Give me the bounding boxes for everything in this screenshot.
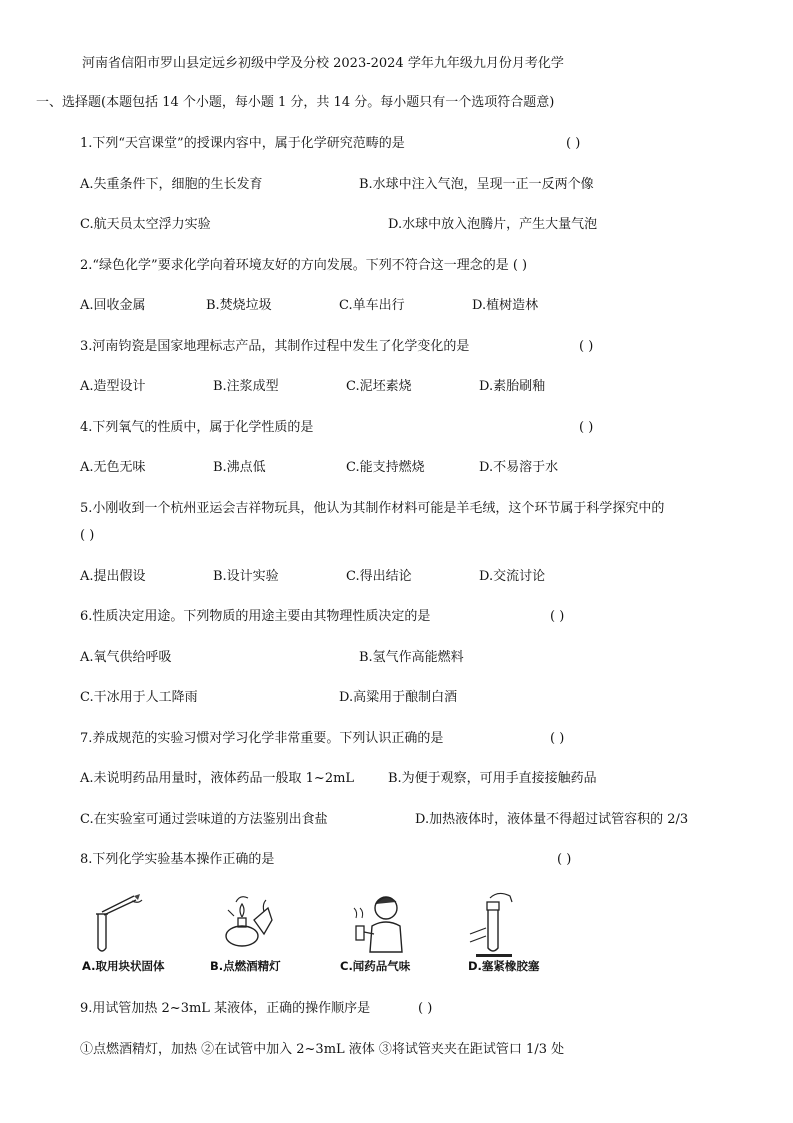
- q9-steps: ①点燃酒精灯，加热 ②在试管中加入 2~3mL 液体 ③将试管夹夹在距试管口 1/3 处: [80, 1042, 565, 1057]
- q8-stem: 8.下列化学实验基本操作正确的是: [80, 852, 275, 867]
- q6-option-d: D.高粱用于酿制白酒: [339, 690, 458, 705]
- q3-answer-paren: ( ): [579, 339, 594, 354]
- section-heading: 一、选择题(本题包括 14 个小题，每小题 1 分，共 14 分。每小题只有一个选项符合题意): [36, 95, 555, 110]
- q5-option-a: A.提出假设: [80, 569, 146, 584]
- q3-option-d: D.素胎刷釉: [479, 379, 546, 394]
- q4-option-d: D.不易溶于水: [479, 460, 559, 475]
- q1-option-b: B.水球中注入气泡，呈现一正一反两个像: [359, 177, 594, 192]
- q9-answer-paren: ( ): [418, 1001, 433, 1016]
- q4-option-a: A.无色无味: [80, 460, 146, 475]
- q3-option-c: C.泥坯素烧: [346, 379, 412, 394]
- q2-option-b: B.焚烧垃圾: [206, 298, 272, 313]
- figure-a-caption: A.取用块状固体: [82, 959, 165, 973]
- q5-option-d: D.交流讨论: [479, 569, 546, 584]
- figure-b-caption: B.点燃酒精灯: [210, 959, 281, 973]
- q3-option-b: B.注浆成型: [213, 379, 279, 394]
- q3-stem: 3.河南钧瓷是国家地理标志产品，其制作过程中发生了化学变化的是: [80, 339, 470, 354]
- q4-option-b: B.沸点低: [213, 460, 266, 475]
- alcohol-lamp-icon: [210, 890, 330, 960]
- q5-answer-paren: ( ): [80, 528, 95, 543]
- q5-option-c: C.得出结论: [346, 569, 412, 584]
- test-tube-stopper-icon: [468, 890, 588, 960]
- q1-stem: 1.下列“天宫课堂”的授课内容中，属于化学研究范畴的是: [80, 136, 405, 151]
- q5-option-b: B.设计实验: [213, 569, 279, 584]
- q7-option-a: A.未说明药品用量时，液体药品一般取 1~2mL: [80, 771, 355, 786]
- q6-option-a: A.氧气供给呼吸: [80, 650, 172, 665]
- q6-option-b: B.氢气作高能燃料: [359, 650, 464, 665]
- q7-stem: 7.养成规范的实验习惯对学习化学非常重要。下列认识正确的是: [80, 731, 444, 746]
- q6-option-c: C.干冰用于人工降雨: [80, 690, 198, 705]
- q4-option-c: C.能支持燃烧: [346, 460, 425, 475]
- test-tube-tweezers-icon: [82, 890, 202, 960]
- q1-option-c: C.航天员太空浮力实验: [80, 217, 211, 232]
- q4-stem: 4.下列氧气的性质中，属于化学性质的是: [80, 420, 314, 435]
- q2-option-c: C.单车出行: [339, 298, 405, 313]
- q4-answer-paren: ( ): [579, 420, 594, 435]
- q2-option-a: A.回收金属: [80, 298, 146, 313]
- q7-option-d: D.加热液体时，液体量不得超过试管容积的 2/3: [415, 812, 689, 827]
- q7-option-c: C.在实验室可通过尝味道的方法鉴别出食盐: [80, 812, 328, 827]
- q3-option-a: A.造型设计: [80, 379, 146, 394]
- q1-option-d: D.水球中放入泡腾片，产生大量气泡: [388, 217, 598, 232]
- q5-stem: 5.小刚收到一个杭州亚运会吉祥物玩具，他认为其制作材料可能是羊毛绒，这个环节属于科学探究中的: [80, 501, 665, 516]
- page-title: 河南省信阳市罗山县定远乡初级中学及分校 2023-2024 学年九年级九月份月考化学: [82, 56, 564, 71]
- q6-answer-paren: ( ): [550, 609, 565, 624]
- q6-stem: 6.性质决定用途。下列物质的用途主要由其物理性质决定的是: [80, 609, 431, 624]
- figure-c-caption: C.闻药品气味: [340, 959, 411, 973]
- q2-stem: 2.“绿色化学”要求化学向着环境友好的方向发展。下列不符合这一理念的是 ( ): [80, 258, 528, 273]
- q9-stem: 9.用试管加热 2~3mL 某液体，正确的操作顺序是: [80, 1001, 371, 1016]
- q1-answer-paren: ( ): [566, 136, 581, 151]
- q7-answer-paren: ( ): [550, 731, 565, 746]
- q1-option-a: A.失重条件下，细胞的生长发育: [80, 177, 263, 192]
- person-smelling-icon: [340, 890, 460, 960]
- figure-d-caption: D.塞紧橡胶塞: [468, 959, 540, 973]
- q7-option-b: B.为便于观察，可用手直接接触药品: [388, 771, 597, 786]
- q2-option-d: D.植树造林: [472, 298, 539, 313]
- q8-answer-paren: ( ): [557, 852, 572, 867]
